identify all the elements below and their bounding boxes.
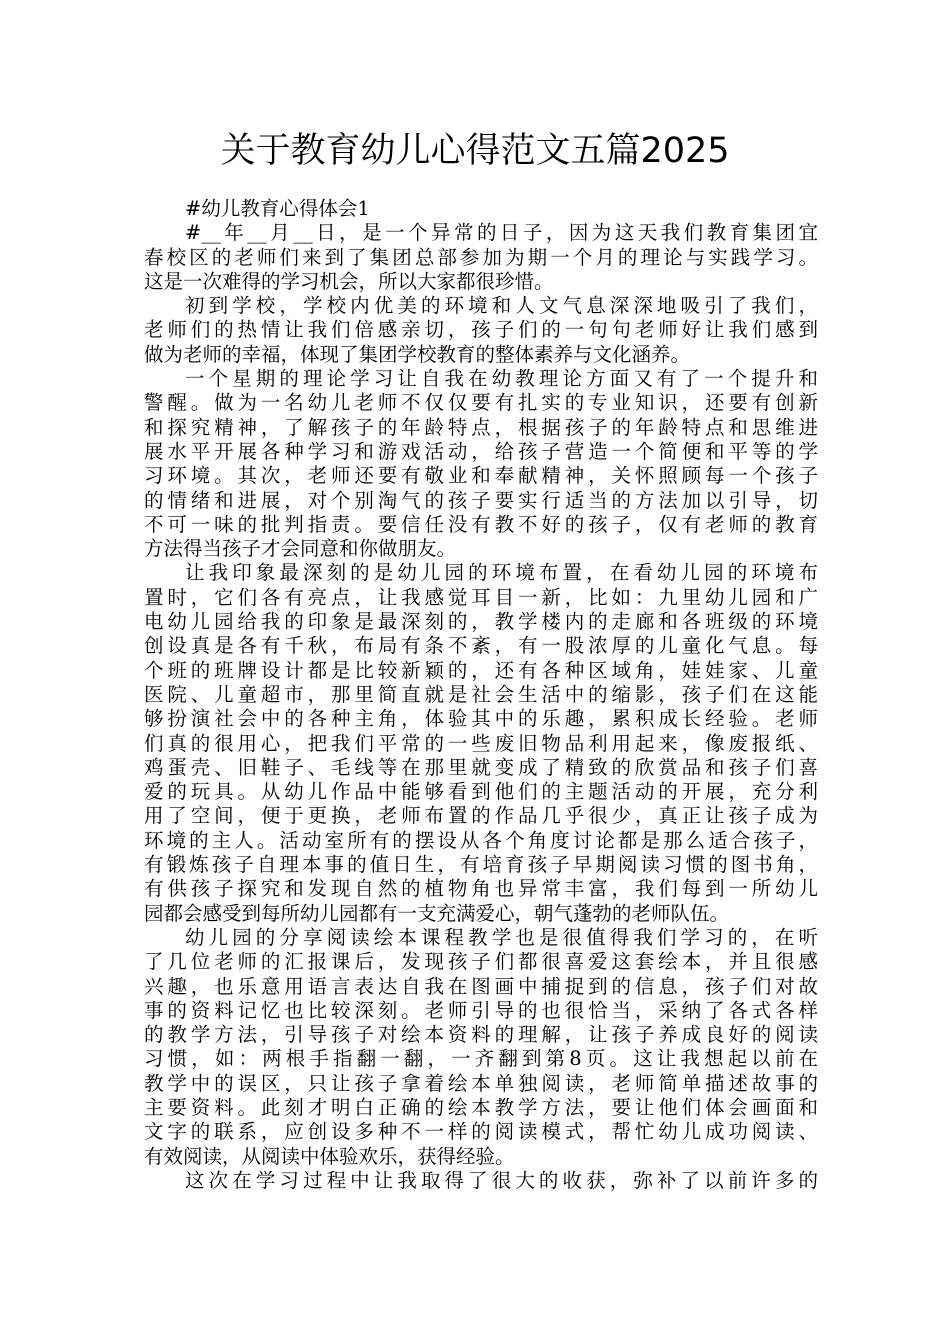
text-line: #幼儿教育心得体会1: [185, 197, 370, 220]
text-line: 警醒。做为一名幼儿老师不仅仅要有扎实的专业知识，还要有创新: [144, 391, 818, 415]
text-line: 们真的很用心，把我们平常的一些废旧物品利用起来，像废报纸、: [144, 731, 818, 755]
text-line: 医院、儿童超市，那里简直就是社会生活中的缩影，孩子们在这能: [144, 682, 818, 706]
text-line: 鸡蛋壳、旧鞋子、毛线等在那里就变成了精致的欣赏品和孩子们喜: [144, 755, 818, 779]
document-title: 关于教育幼儿心得范文五篇2025: [220, 131, 730, 171]
text-line: 够扮演社会中的各种主角，体验其中的乐趣，累积成长经验。老师: [144, 707, 818, 731]
text-line: 展水平开展各种学习和游戏活动，给孩子营造一个简便和平等的学: [144, 439, 818, 463]
text-line: 主要资料。此刻才明白正确的绘本教学方法，要让他们体会画面和: [144, 1095, 818, 1119]
text-line: 初到学校，学校内优美的环境和人文气息深深地吸引了我们，: [185, 294, 818, 318]
text-line: 置时，它们各有亮点，让我感觉耳目一新，比如：九里幼儿园和广: [144, 585, 818, 609]
text-line: 电幼儿园给我的印象是最深刻的，教学楼内的走廊和各班级的环境: [144, 610, 818, 634]
text-line: 幼儿园的分享阅读绘本课程教学也是很值得我们学习的，在听: [185, 925, 818, 949]
text-line: 让我印象最深刻的是幼儿园的环境布置，在看幼儿园的环境布: [185, 561, 818, 585]
text-line: 兴趣，也乐意用语言表达自我在图画中捕捉到的信息，孩子们对故: [144, 974, 818, 998]
text-line: 个班的班牌设计都是比较新颖的，还有各种区域角，娃娃家、儿童: [144, 658, 818, 682]
text-line: 有锻炼孩子自理本事的值日生，有培育孩子早期阅读习惯的图书角，: [144, 853, 818, 877]
text-line: 文字的联系，应创设多种不一样的阅读模式，帮忙幼儿成功阅读、: [144, 1120, 818, 1144]
text-line: 春校区的老师们来到了集团总部参加为期一个月的理论与实践学习。: [144, 245, 818, 269]
text-line: 这是一次难得的学习机会，所以大家都很珍惜。: [144, 269, 554, 293]
text-line: 习惯，如：两根手指翻一翻，一齐翻到第8页。这让我想起以前在: [144, 1047, 818, 1071]
text-line: 一个星期的理论学习让自我在幼教理论方面又有了一个提升和: [185, 367, 818, 391]
text-line: 爱的玩具。从幼儿作品中能够看到他们的主题活动的开展，充分利: [144, 780, 818, 804]
text-line: 的教学方法，引导孩子对绘本资料的理解，让孩子养成良好的阅读: [144, 1023, 818, 1047]
text-line: 做为老师的幸福，体现了集团学校教育的整体素养与文化涵养。: [144, 342, 691, 366]
text-line: 园都会感受到每所幼儿园都有一支充满爱心，朝气蓬勃的老师队伍。: [144, 901, 730, 925]
text-line: 老师们的热情让我们倍感亲切，孩子们的一句句老师好让我们感到: [144, 318, 818, 342]
text-line: 的情绪和进展，对个别淘气的孩子要实行适当的方法加以引导，切: [144, 488, 818, 512]
text-line: 事的资料记忆也比较深刻。老师引导的也很恰当，采纳了各式各样: [144, 998, 818, 1022]
text-line: 教学中的误区，只让孩子拿着绘本单独阅读，老师简单描述故事的: [144, 1071, 818, 1095]
text-line: 习环境。其次，老师还要有敬业和奉献精神，关怀照顾每一个孩子: [144, 464, 818, 488]
text-line: 方法得当孩子才会同意和你做朋友。: [144, 537, 457, 561]
text-line: 这次在学习过程中让我取得了很大的收获，弥补了以前许多的: [185, 1168, 818, 1192]
text-line: 不可一味的批判指责。要信任没有教不好的孩子，仅有老师的教育: [144, 512, 818, 536]
text-line: 有供孩子探究和发现自然的植物角也异常丰富，我们每到一所幼儿: [144, 877, 818, 901]
text-line: #__年__月__日，是一个异常的日子，因为这天我们教育集团宜: [185, 221, 818, 245]
text-line: 有效阅读，从阅读中体验欢乐，获得经验。: [144, 1144, 515, 1168]
text-line: 创设真是各有千秋，布局有条不紊，有一股浓厚的儿童化气息。每: [144, 634, 818, 658]
text-line: 环境的主人。活动室所有的摆设从各个角度讨论都是那么适合孩子，: [144, 828, 818, 852]
text-line: 用了空间，便于更换，老师布置的作品几乎很少，真正让孩子成为: [144, 804, 818, 828]
document-body: [144, 197, 818, 1193]
text-line: 和探究精神，了解孩子的年龄特点，根据孩子的年龄特点和思维进: [144, 415, 818, 439]
text-line: 了几位老师的汇报课后，发现孩子们都很喜爱这套绘本，并且很感: [144, 950, 818, 974]
